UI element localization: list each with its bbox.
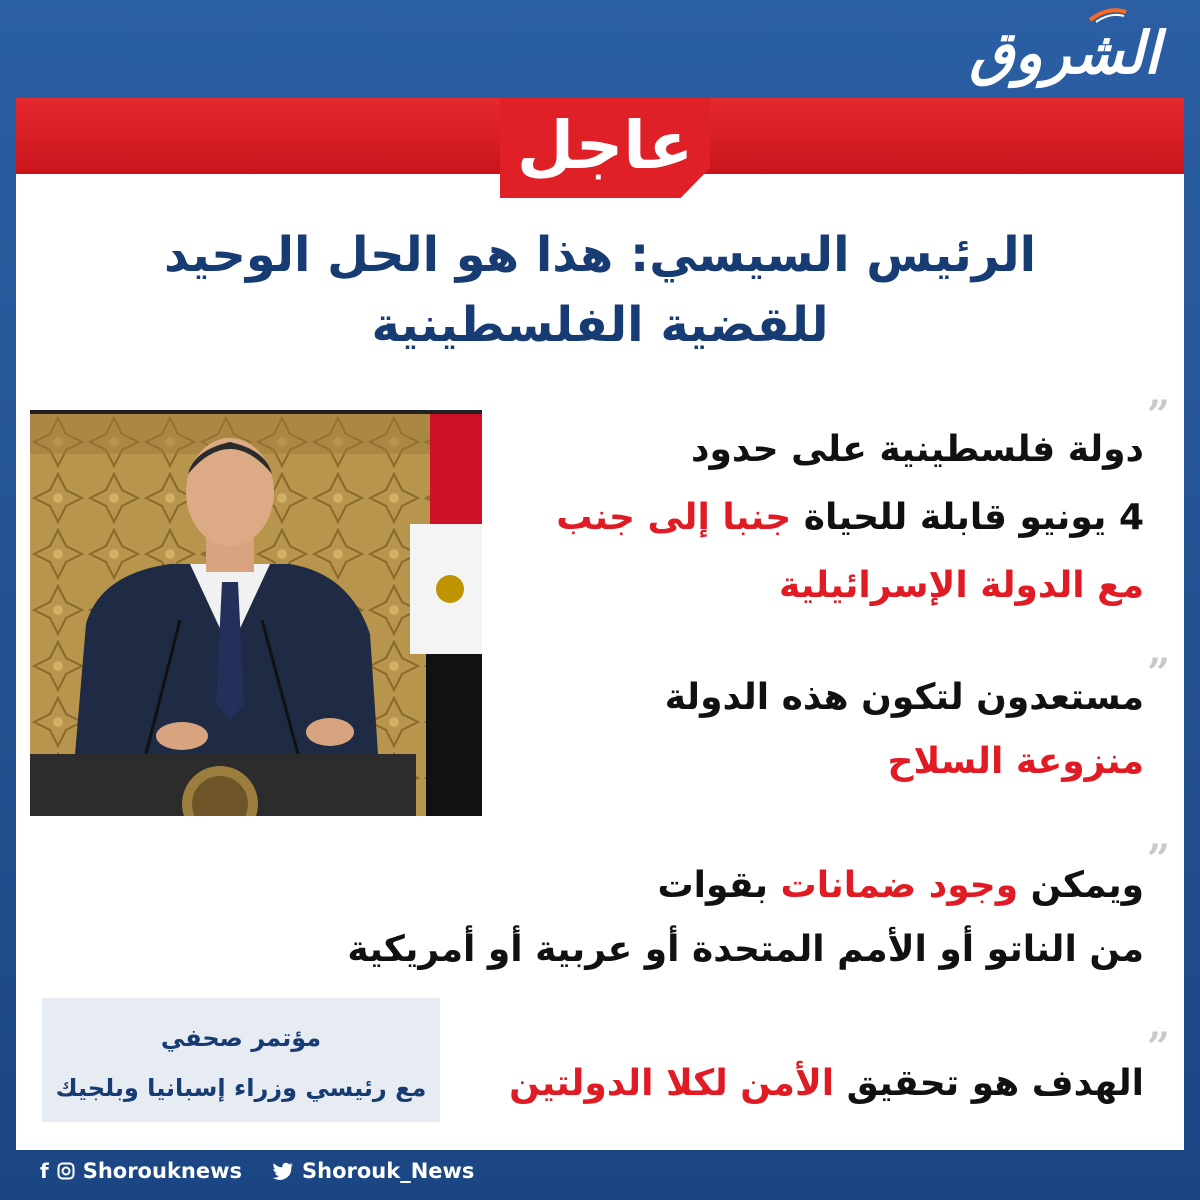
breaking-label: عاجل bbox=[516, 107, 694, 184]
speaker-photo bbox=[30, 410, 482, 816]
quote-1 bbox=[556, 416, 1144, 620]
quote-mark-icon: ” bbox=[1146, 650, 1170, 697]
social-footer bbox=[40, 1156, 474, 1186]
quote-3-line-1-text: ويمكن bbox=[1018, 865, 1144, 906]
headline-line-1: الرئيس السيسي: هذا هو الحل الوحيد bbox=[163, 227, 1037, 283]
quote-1-line-3-highlight: مع الدولة الإسرائيلية bbox=[778, 565, 1144, 606]
quote-1-line-3 bbox=[556, 552, 1144, 620]
headline-line-2: للقضية الفلسطينية bbox=[371, 297, 829, 353]
quote-2 bbox=[665, 666, 1144, 794]
news-card bbox=[16, 98, 1184, 1150]
quote-mark-icon: ” bbox=[1146, 1024, 1170, 1071]
instagram-icon bbox=[57, 1162, 75, 1180]
twitter-handle: Shorouk_News bbox=[302, 1159, 475, 1183]
facebook-handle: Shorouknews bbox=[82, 1159, 242, 1183]
twitter-icon bbox=[272, 1162, 294, 1180]
quote-4-line-1 bbox=[509, 1052, 1144, 1116]
quote-2-line-1-text: مستعدون لتكون هذه الدولة bbox=[664, 677, 1144, 718]
quote-2-line-2 bbox=[665, 730, 1144, 794]
press-conference-box bbox=[42, 998, 440, 1122]
quote-3 bbox=[347, 854, 1144, 982]
facebook-instagram-link[interactable] bbox=[40, 1159, 242, 1183]
quote-3-line-1 bbox=[347, 854, 1144, 918]
quote-3-line-2 bbox=[347, 918, 1144, 982]
headline bbox=[76, 220, 1124, 360]
quote-3-line-1-tail: بقوات bbox=[657, 865, 781, 906]
twitter-link[interactable] bbox=[272, 1159, 474, 1183]
quote-4-line-1-highlight: الأمن لكلا الدولتين bbox=[509, 1063, 835, 1104]
quote-1-line-2-text: 4 يونيو قابلة للحياة bbox=[791, 497, 1144, 538]
quote-2-line-2-highlight: منزوعة السلاح bbox=[887, 741, 1144, 782]
quote-1-line-1-text: دولة فلسطينية على حدود bbox=[691, 429, 1144, 470]
brand-logo-text: الشروق bbox=[969, 19, 1160, 87]
quote-2-line-1 bbox=[665, 666, 1144, 730]
quote-3-line-2-text: من الناتو أو الأمم المتحدة أو عربية أو أمريكية bbox=[347, 929, 1144, 970]
press-box-title: مؤتمر صحفي bbox=[160, 1024, 322, 1052]
press-box-subtitle: مع رئيسي وزراء إسبانيا وبلجيك bbox=[55, 1074, 427, 1102]
quote-1-line-2-highlight: جنبا إلى جنب bbox=[556, 497, 792, 538]
quote-4-line-1-text: الهدف هو تحقيق bbox=[834, 1063, 1144, 1104]
quote-1-line-1 bbox=[556, 416, 1144, 484]
quote-1-line-2 bbox=[556, 484, 1144, 552]
quote-3-line-1-highlight: وجود ضمانات bbox=[780, 865, 1019, 906]
speaker-photo-illustration bbox=[30, 414, 482, 816]
quote-mark-icon: ” bbox=[1146, 836, 1170, 883]
quote-mark-icon: ” bbox=[1146, 392, 1170, 439]
quote-4 bbox=[509, 1052, 1144, 1116]
facebook-icon: f bbox=[40, 1159, 49, 1183]
